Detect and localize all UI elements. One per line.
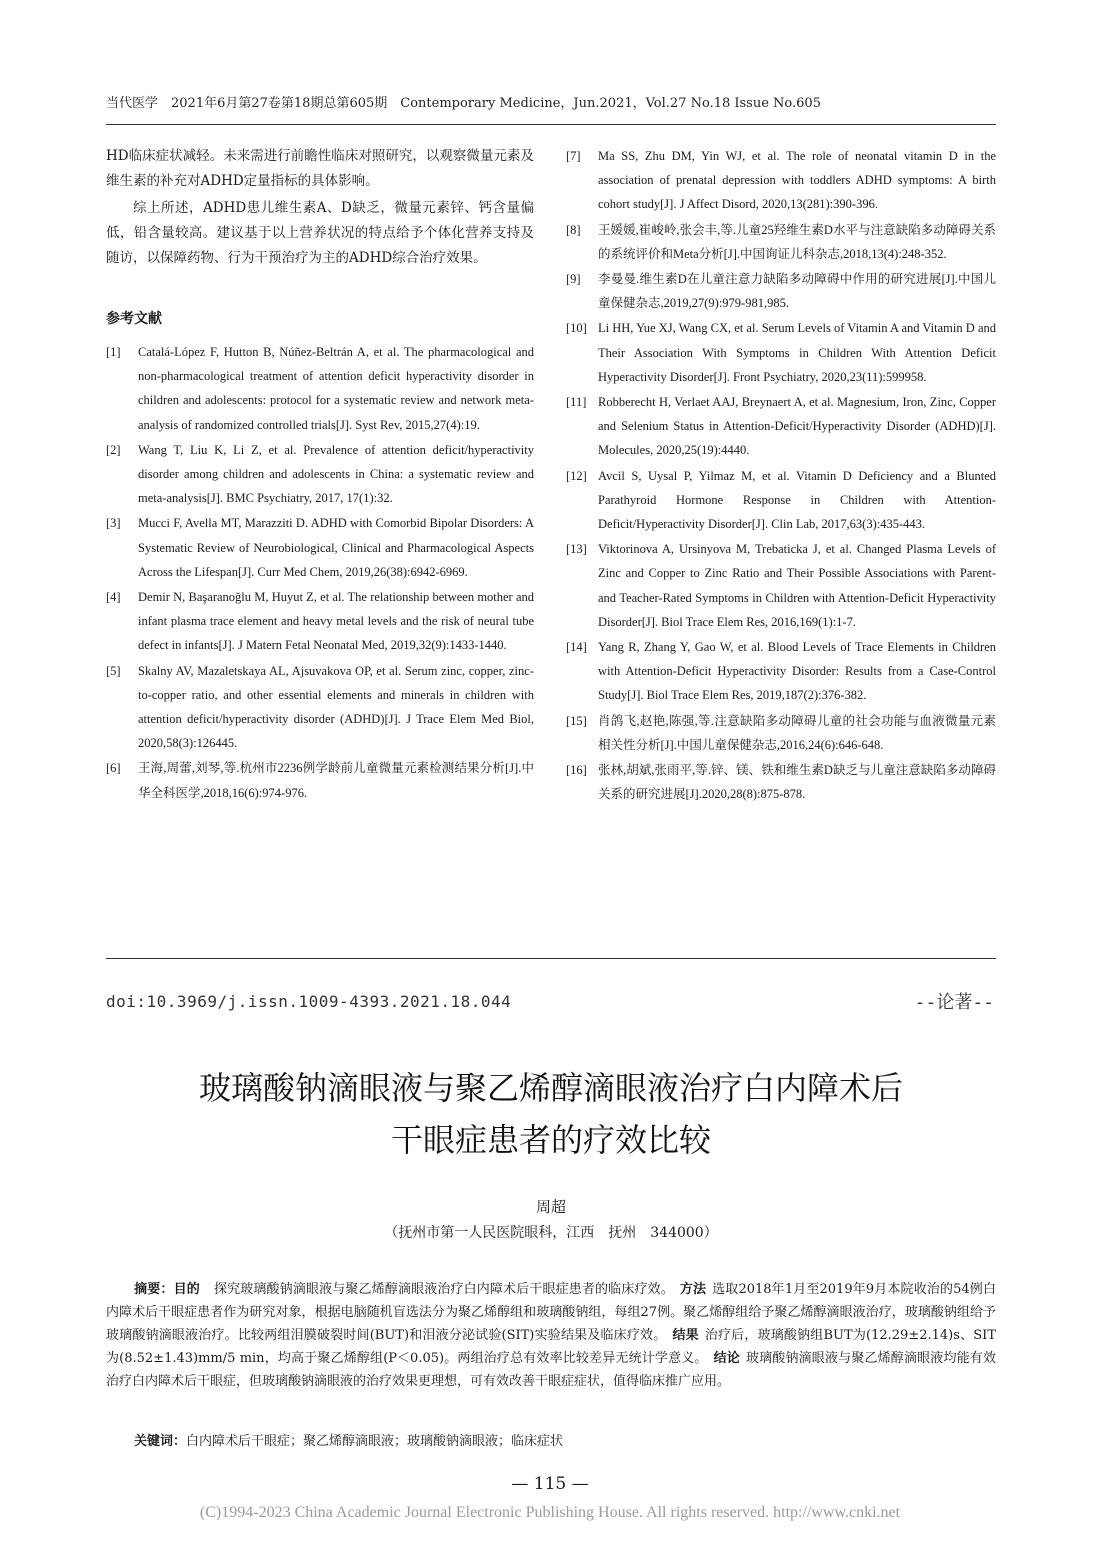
reference-text: Robberecht H, Verlaet AAJ, Breynaert A, et al. Magnesium, Iron, Zinc, Copper and Selenium Status in Attention-Deficit/Hyperactivity Disorder (ADHD)[J]. Molecules, 2020,25(19):4440. xyxy=(598,395,996,458)
article-title xyxy=(106,1062,996,1166)
copyright-watermark: (C)1994-2023 China Academic Journal Electronic Publishing House. All rights reserved. http://www.cnki.net xyxy=(199,1504,901,1521)
reference-text: Yang R, Zhang Y, Gao W, et al. Blood Levels of Trace Elements in Children with Attention-Deficit Hyperactivity Disorder: Results from a Case-Control Study[J]. Biol Trace Elem Res, 2019,187(2):376-382. xyxy=(598,640,996,703)
reference-number: [15] xyxy=(566,713,587,728)
reference-number: [4] xyxy=(106,590,121,605)
title-line: 玻璃酸钠滴眼液与聚乙烯醇滴眼液治疗白内障术后 xyxy=(198,1069,903,1107)
reference-text: Mucci F, Avella MT, Marazziti D. ADHD with Comorbid Bipolar Disorders: A Systematic Review of Neurobiological, Clinical and Pharmacological Aspects Across the Lifespan[J]. Curr Med Chem, 2019,26(38):6942-6969. xyxy=(138,516,534,579)
reference-number: [13] xyxy=(566,542,587,557)
results-text: 治疗后，玻璃酸钠组BUT为(12.29±2.14)s、SIT为(8.52±1.43)mm/5 min，均高于聚乙烯醇组(P＜0.05)。两组治疗总有效率比较差异无统计学意义。 xyxy=(106,1328,996,1366)
abstract-label: 摘要： xyxy=(134,1282,174,1297)
reference-text: 王海,周蕾,刘琴,等.杭州市2236例学龄前儿童微量元素检测结果分析[J].中华全科医学,2018,16(6):974-976. xyxy=(138,761,534,800)
reference-list-right xyxy=(566,144,996,806)
reference-item xyxy=(566,144,996,217)
reference-item xyxy=(566,635,996,708)
doi: doi:10.3969/j.issn.1009-4393.2021.18.044 xyxy=(106,992,512,1011)
conclusion-text: 玻璃酸钠滴眼液与聚乙烯醇滴眼液均能有效治疗白内障术后干眼症，但玻璃酸钠滴眼液的治疗效果更理想，可有效改善干眼症症状，值得临床推广应用。 xyxy=(106,1351,996,1389)
reference-number: [3] xyxy=(106,516,121,531)
reference-number: [7] xyxy=(566,149,581,163)
keywords-text: 白内障术后干眼症；聚乙烯醇滴眼液；玻璃酸钠滴眼液；临床症状 xyxy=(186,1434,564,1449)
reference-item xyxy=(566,316,996,389)
reference-number: [16] xyxy=(566,763,587,778)
body-paragraph: HD临床症状减轻。未来需进行前瞻性临床对照研究，以观察微量元素及维生素的补充对ADHD定量指标的具体影响。 xyxy=(106,148,534,189)
reference-item xyxy=(566,218,996,266)
reference-number: [11] xyxy=(566,395,587,410)
reference-number: [8] xyxy=(566,222,581,237)
reference-text: 张林,胡斌,张雨平,等.锌、镁、铁和维生素D缺乏与儿童注意缺陷多动障碍关系的研究进展[J].2020,28(8):875-878. xyxy=(598,763,996,802)
references-title: 参考文献 xyxy=(106,311,162,327)
title-line: 干眼症患者的疗效比较 xyxy=(390,1121,711,1159)
reference-number: [2] xyxy=(106,442,121,457)
reference-text: Viktorinova A, Ursinyova M, Trebaticka J, et al. Changed Plasma Levels of Zinc and Copper to Zinc Ratio and Their Possible Associations with Parent- and Teacher-Rated Symptoms in Children with Attention-Deficit Hyperactivity Disorder[J]. Biol Trace Elem Res, 2016,169(1):1-7. xyxy=(598,542,996,629)
reference-text: 肖鸽飞,赵艳,陈强,等.注意缺陷多动障碍儿童的社会功能与血液微量元素相关性分析[J].中国儿童保健杂志,2016,24(6):646-648. xyxy=(598,713,996,752)
reference-item xyxy=(566,267,996,315)
reference-text: Catalá-López F, Hutton B, Núñez-Beltrán A, et al. The pharmacological and non-pharmacological treatment of attention deficit hyperactivity disorder in children and adolescents: protocol for a systematic review and network meta-analysis of randomized controlled trials[J]. Syst Rev, 2015,27(4):19. xyxy=(138,345,534,432)
reference-item xyxy=(106,585,534,658)
reference-text: Li HH, Yue XJ, Wang CX, et al. Serum Levels of Vitamin A and Vitamin D and Their Association With Symptoms in Children With Attention Deficit Hyperactivity Disorder[J]. Front Psychiatry, 2020,23(11):599958. xyxy=(598,321,996,384)
reference-text: Skalny AV, Mazaletskaya AL, Ajsuvakova OP, et al. Serum zinc, copper, zinc-to-copper ratio, and other essential elements and minerals in children with attention deficit/hyperactivity disorder (ADHD)[J]. J Trace Elem Med Biol, 2020,58(3):126445. xyxy=(138,663,534,751)
reference-item xyxy=(566,464,996,537)
reference-item xyxy=(106,756,534,804)
reference-text: Avcil S, Uysal P, Yilmaz M, et al. Vitamin D Deficiency and a Blunted Parathyroid Hormone Response in Children with Attention-Deficit/Hyperactivity Disorder[J]. Clin Lab, 2017,63(3):435-443. xyxy=(598,468,996,532)
reference-number: [9] xyxy=(566,272,581,287)
reference-number: [6] xyxy=(106,761,121,776)
reference-item xyxy=(106,659,534,756)
reference-item xyxy=(566,758,996,806)
reference-item xyxy=(106,340,534,437)
methods-label: 方法 xyxy=(679,1282,707,1297)
results-label: 结果 xyxy=(672,1328,699,1343)
article-category: --论著-- xyxy=(914,992,994,1013)
affiliation: （抚州市第一人民医院眼科，江西 抚州 344000） xyxy=(384,1225,718,1241)
reference-text: Ma SS, Zhu DM, Yin WJ, et al. The role of neonatal vitamin D in the association of prenatal depression with toddlers ADHD symptoms: A birth cohort study[J]. J Affect Disord, 2020,13(281):390-396. xyxy=(598,149,996,212)
reference-text: Demir N, Başaranoğlu M, Huyut Z, et al. The relationship between mother and infant plasma trace element and heavy metal levels and the risk of neural tube defect in infants[J]. J Matern Fetal Neonatal Med, 2019,32(9):1433-1440. xyxy=(138,590,534,653)
section-rule xyxy=(106,958,996,959)
right-column xyxy=(566,144,996,807)
reference-item xyxy=(566,709,996,757)
reference-number: [12] xyxy=(566,468,587,483)
abstract xyxy=(106,1278,996,1393)
keywords xyxy=(134,1430,996,1453)
reference-item xyxy=(566,537,996,634)
reference-number: [10] xyxy=(566,321,587,336)
author: 周超 xyxy=(535,1198,566,1216)
objective-label: 目的 xyxy=(173,1282,200,1297)
reference-number: [14] xyxy=(566,640,587,655)
left-column xyxy=(106,144,534,806)
page-number: — 115 — xyxy=(511,1474,589,1494)
methods-text: 选取2018年1月至2019年9月本院收治的54例白内障术后干眼症患者作为研究对象，根据电脑随机盲选法分为聚乙烯醇组和玻璃酸钠组，每组27例。聚乙烯醇组给予聚乙烯醇滴眼液治疗，玻璃酸钠组给予玻璃酸钠滴眼液治疗。比较两组泪膜破裂时间(BUT)和泪液分泌试验(SIT)实验结果及临床疗效。 xyxy=(106,1282,996,1343)
body-paragraph: 综上所述，ADHD患儿维生素A、D缺乏，微量元素锌、钙含量偏低，铅含量较高。建议基于以上营养状况的特点给予个体化营养支持及随访，以保障药物、行为干预治疗为主的ADHD综合治疗效果。 xyxy=(106,200,534,266)
running-header: 当代医学 2021年6月第27卷第18期总第605期 Contemporary Medicine，Jun.2021，Vol.27 No.18 Issue No.605 xyxy=(106,96,821,111)
reference-item xyxy=(566,390,996,463)
reference-number: [5] xyxy=(106,663,121,678)
reference-list-left xyxy=(106,340,534,805)
reference-item xyxy=(106,511,534,584)
keywords-label: 关键词： xyxy=(134,1434,187,1449)
reference-text: 李曼曼.维生素D在儿童注意力缺陷多动障碍中作用的研究进展[J].中国儿童保健杂志,2019,27(9):979-981,985. xyxy=(598,272,996,311)
reference-number: [1] xyxy=(106,345,121,359)
reference-item xyxy=(106,438,534,511)
objective-text: 探究玻璃酸钠滴眼液与聚乙烯醇滴眼液治疗白内障术后干眼症患者的临床疗效。 xyxy=(213,1282,674,1297)
header-rule xyxy=(106,124,996,125)
reference-text: 王媛媛,崔峻岭,张会丰,等.儿童25羟维生素D水平与注意缺陷多动障碍关系的系统评价和Meta分析[J].中国询证儿科杂志,2018,13(4):248-352. xyxy=(598,222,996,261)
conclusion-label: 结论 xyxy=(713,1351,740,1366)
reference-text: Wang T, Liu K, Li Z, et al. Prevalence of attention deficit/hyperactivity disorder among children and adolescents in China: a systematic review and meta-analysis[J]. BMC Psychiatry, 2017, 17(1):32. xyxy=(138,442,534,506)
